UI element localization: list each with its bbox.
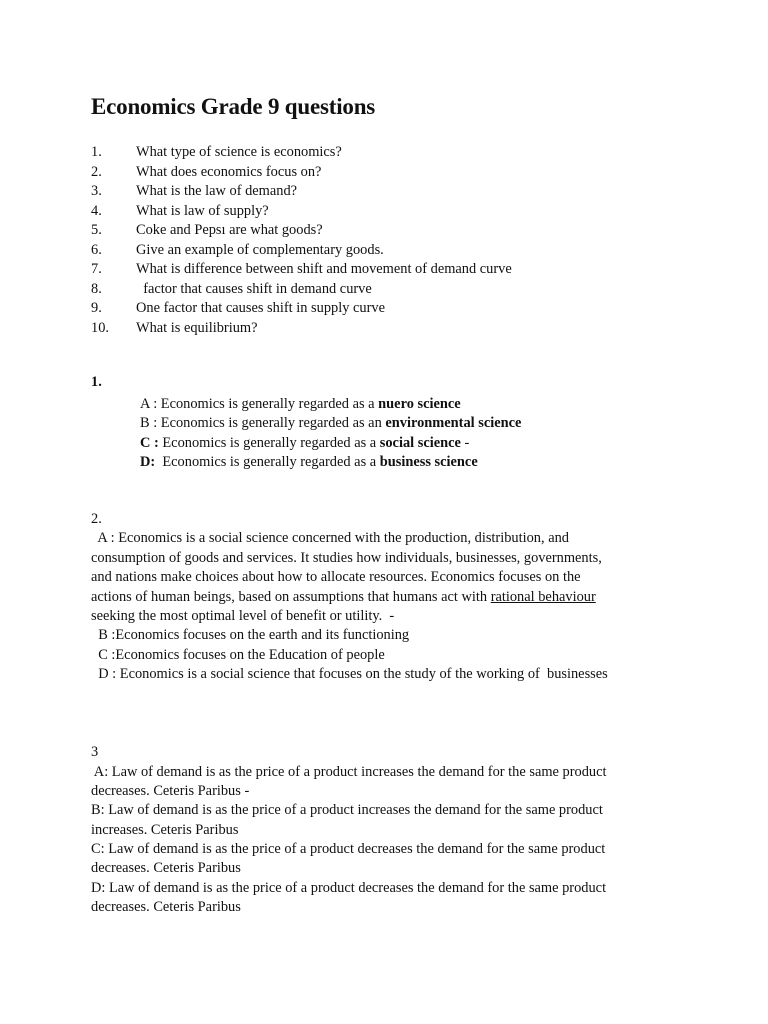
answer-option-d-line: D: Law of demand is as the price of a product decreases the demand for the same product [91, 880, 607, 896]
answer-heading-2: 2. [91, 511, 102, 527]
answer-option-a-line: A : Economics is a social science concerned with the production, distribution, and [91, 530, 569, 546]
question-number: 2. [91, 163, 102, 180]
question-item [91, 280, 512, 300]
page-title: Economics Grade 9 questions [91, 94, 376, 119]
question-text: One factor that causes shift in supply curve [136, 300, 385, 316]
answer-option-d [140, 453, 478, 473]
answer-option-b [140, 414, 521, 434]
question-list [91, 143, 512, 338]
question-number: 3. [91, 183, 102, 199]
question-number: 4. [91, 202, 102, 219]
underlined-term: rational behaviour [490, 589, 596, 605]
answer-option-a-line: seeking the most optimal level of benefit or utility. - [91, 608, 395, 624]
answer-option-a-line: decreases. Ceteris Paribus - [91, 783, 250, 799]
question-item [91, 163, 512, 183]
answer-heading-1: 1. [91, 374, 102, 390]
question-text: What is difference between shift and movement of demand curve [136, 261, 512, 277]
answer-option-text: Economics is generally regarded as a [158, 435, 380, 451]
answer-option-emphasis: environmental science [385, 415, 522, 431]
answer-option-d-line: decreases. Ceteris Paribus [91, 899, 241, 915]
question-text: What is law of supply? [136, 202, 269, 219]
answer-option-a [140, 395, 461, 415]
answer-option-suffix: - [460, 435, 470, 451]
answer-option-emphasis: business science [379, 454, 478, 470]
answer-option-text: Economics is generally regarded as a [155, 454, 380, 470]
answer-option-b: B :Economics focuses on the earth and its functioning [91, 627, 410, 643]
question-number: 1. [91, 144, 102, 160]
question-item [91, 241, 512, 261]
question-text: What is equilibrium? [136, 319, 258, 336]
question-text: factor that causes shift in demand curve [136, 280, 372, 297]
question-number: 9. [91, 300, 102, 316]
answer-heading-3: 3 [91, 744, 99, 760]
question-text: What type of science is economics? [136, 144, 342, 160]
question-item [91, 260, 512, 280]
question-item [91, 182, 512, 202]
question-text: Coke and Pepsı are what goods? [136, 222, 323, 238]
question-number: 6. [91, 241, 102, 258]
question-item [91, 319, 512, 339]
question-text: What is the law of demand? [136, 183, 298, 199]
answer-option-a-line: consumption of goods and services. It studies how individuals, businesses, governments, [91, 550, 602, 566]
answer-option-text: actions of human beings, based on assumptions that humans act with [91, 589, 491, 605]
answer-option-a-line [91, 588, 596, 608]
question-number: 8. [91, 280, 102, 297]
question-item [91, 202, 512, 222]
question-number: 5. [91, 222, 102, 238]
answer-option-label: D: [140, 454, 156, 470]
question-item [91, 221, 512, 241]
answer-option-a-line: A: Law of demand is as the price of a product increases the demand for the same product [91, 764, 607, 780]
question-number: 10. [91, 319, 109, 336]
question-item [91, 143, 512, 163]
answer-option-emphasis: social science [379, 435, 461, 451]
answer-option-b-line: B: Law of demand is as the price of a product increases the demand for the same product [91, 802, 603, 818]
question-number: 7. [91, 261, 102, 277]
question-text: What does economics focus on? [136, 163, 322, 180]
answer-option-text: B : Economics is generally regarded as an [140, 415, 386, 431]
answer-option-c-line: C: Law of demand is as the price of a product decreases the demand for the same product [91, 841, 606, 857]
question-text: Give an example of complementary goods. [136, 241, 384, 258]
answer-option-c [140, 434, 469, 454]
answer-option-c-line: decreases. Ceteris Paribus [91, 860, 241, 876]
question-item [91, 299, 512, 319]
answer-option-text: A : Economics is generally regarded as a [140, 396, 379, 412]
answer-option-label: C : [140, 435, 159, 451]
answer-option-emphasis: nuero science [378, 396, 461, 412]
answer-option-c: C :Economics focuses on the Education of people [91, 647, 385, 663]
answer-option-a-line: and nations make choices about how to allocate resources. Economics focuses on the [91, 569, 581, 585]
answer-option-d: D : Economics is a social science that focuses on the study of the working of businesses [91, 666, 608, 682]
answer-option-b-line: increases. Ceteris Paribus [91, 822, 239, 838]
